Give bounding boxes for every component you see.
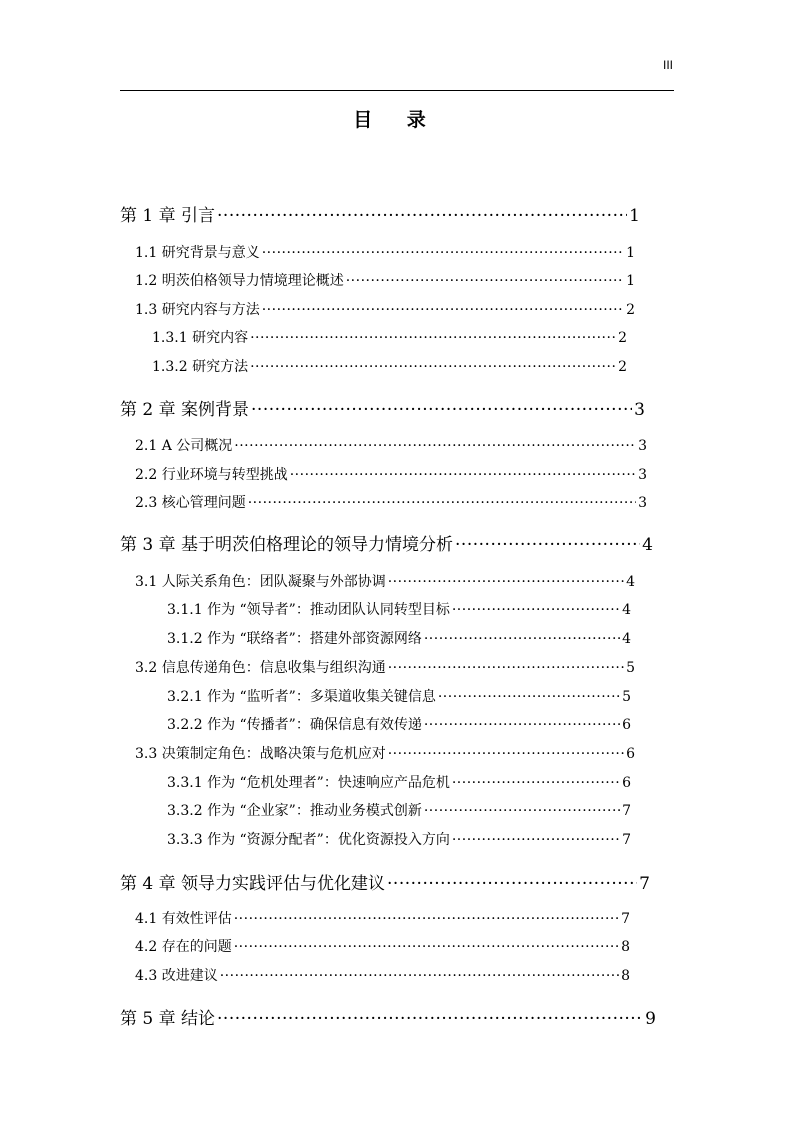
toc-entry-chapter-1[interactable] <box>120 201 640 226</box>
toc-entry-chapter-4[interactable] <box>120 869 650 894</box>
toc-entry-chapter-5[interactable] <box>120 1004 656 1029</box>
toc-leader-dots <box>220 968 619 984</box>
toc-entry-page: 3 <box>638 467 647 483</box>
toc-entry-label: 第 4 章 领导力实践评估与优化建议 <box>120 874 386 894</box>
toc-leader-dots <box>388 574 624 590</box>
toc-entry-2-3[interactable] <box>135 492 647 512</box>
toc-entry-label: 第 2 章 案例背景 <box>120 400 250 420</box>
toc-entry-4-2[interactable] <box>135 936 630 956</box>
toc-entry-label: 4.3 改进建议 <box>135 968 218 984</box>
toc-entry-label: 2.1 A 公司概况 <box>135 438 233 454</box>
toc-entry-3-3-1[interactable] <box>167 772 631 792</box>
toc-entry-label: 4.1 有效性评估 <box>135 911 232 927</box>
toc-entry-label: 3.3.2 作为 “企业家”：推动业务模式创新 <box>167 803 422 819</box>
toc-entry-label: 第 3 章 基于明茨伯格理论的领导力情境分析 <box>120 535 454 555</box>
toc-entry-page: 7 <box>639 874 650 894</box>
toc-entry-page: 1 <box>626 245 635 261</box>
toc-entry-page: 3 <box>638 438 647 454</box>
toc-entry-label: 第 1 章 引言 <box>120 206 216 226</box>
toc-entry-label: 2.3 核心管理问题 <box>135 495 246 511</box>
toc-leader-dots <box>250 359 616 375</box>
toc-entry-label: 1.3 研究内容与方法 <box>135 302 260 318</box>
toc-leader-dots <box>346 273 624 289</box>
toc-leader-dots <box>424 803 620 819</box>
toc-entry-label: 1.2 明茨伯格领导力情境理论概述 <box>135 273 344 289</box>
toc-leader-dots <box>438 689 620 705</box>
toc-entry-page: 4 <box>626 574 635 590</box>
toc-entry-page: 4 <box>642 535 653 555</box>
toc-entry-2-1[interactable] <box>135 435 647 455</box>
toc-entry-3-1[interactable] <box>135 571 635 591</box>
toc-leader-dots <box>262 302 624 318</box>
toc-entry-label: 3.2 信息传递角色：信息收集与组织沟通 <box>135 660 386 676</box>
toc-entry-page: 8 <box>621 939 630 955</box>
toc-entry-page: 2 <box>626 302 635 318</box>
toc-entry-label: 1.1 研究背景与意义 <box>135 245 260 261</box>
toc-entry-3-3[interactable] <box>135 743 635 763</box>
toc-entry-chapter-3[interactable] <box>120 530 653 555</box>
toc-entry-page: 6 <box>626 746 635 762</box>
toc-leader-dots <box>452 775 620 791</box>
toc-entry-label: 3.1 人际关系角色：团队凝聚与外部协调 <box>135 574 386 590</box>
toc-entry-page: 8 <box>621 968 630 984</box>
toc-entry-label: 3.1.1 作为 “领导者”：推动团队认同转型目标 <box>167 602 450 618</box>
toc-leader-dots <box>234 911 619 927</box>
toc-entry-page: 1 <box>629 206 640 226</box>
toc-entry-label: 3.2.2 作为 “传播者”：确保信息有效传递 <box>167 717 422 733</box>
toc-leader-dots <box>388 660 624 676</box>
toc-entry-page: 6 <box>622 717 631 733</box>
page-number: III <box>662 58 673 72</box>
toc-entry-label: 1.3.1 研究内容 <box>152 330 249 346</box>
toc-entry-page: 7 <box>621 911 630 927</box>
toc-entry-4-1[interactable] <box>135 908 630 928</box>
toc-entry-3-2[interactable] <box>135 657 635 677</box>
toc-leader-dots <box>290 467 636 483</box>
toc-leader-dots <box>262 245 624 261</box>
toc-entry-1-2[interactable] <box>135 270 635 290</box>
toc-entry-1-1[interactable] <box>135 242 635 262</box>
toc-entry-1-3-2[interactable] <box>152 356 627 376</box>
toc-entry-1-3[interactable] <box>135 299 635 319</box>
toc-entry-1-3-1[interactable] <box>152 327 627 347</box>
toc-entry-label: 3.3 决策制定角色：战略决策与危机应对 <box>135 746 386 762</box>
toc-entry-page: 6 <box>622 775 631 791</box>
toc-leader-dots <box>248 495 636 511</box>
toc-leader-dots <box>217 1009 643 1029</box>
toc-entry-3-1-1[interactable] <box>167 599 631 619</box>
toc-entry-label: 第 5 章 结论 <box>120 1009 216 1029</box>
toc-entry-page: 3 <box>638 495 647 511</box>
toc-entry-page: 2 <box>618 359 627 375</box>
toc-entry-3-2-2[interactable] <box>167 714 631 734</box>
toc-entry-3-1-2[interactable] <box>167 628 631 648</box>
toc-entry-page: 5 <box>626 660 635 676</box>
toc-entry-2-2[interactable] <box>135 464 647 484</box>
toc-entry-3-3-3[interactable] <box>167 829 631 849</box>
toc-entry-page: 7 <box>622 803 631 819</box>
toc-entry-3-2-1[interactable] <box>167 686 631 706</box>
toc-entry-label: 2.2 行业环境与转型挑战 <box>135 467 288 483</box>
toc-title: 目 录 <box>353 109 440 131</box>
toc-entry-page: 4 <box>622 602 631 618</box>
toc-entry-4-3[interactable] <box>135 965 630 985</box>
toc-entry-page: 3 <box>634 400 645 420</box>
toc-leader-dots <box>250 330 616 346</box>
toc-leader-dots <box>424 717 620 733</box>
toc-entry-page: 9 <box>645 1009 656 1029</box>
toc-entry-label: 3.1.2 作为 “联络者”：搭建外部资源网络 <box>167 631 422 647</box>
toc-entry-label: 3.2.1 作为 “监听者”：多渠道收集关键信息 <box>167 689 436 705</box>
toc-leader-dots <box>455 535 640 555</box>
toc-leader-dots <box>424 631 620 647</box>
toc-leader-dots <box>234 939 619 955</box>
toc-entry-page: 5 <box>622 689 631 705</box>
toc-entry-page: 7 <box>622 832 631 848</box>
toc-entry-page: 1 <box>626 273 635 289</box>
toc-entry-label: 3.3.3 作为 “资源分配者”：优化资源投入方向 <box>167 832 450 848</box>
toc-leader-dots <box>251 400 632 420</box>
toc-entry-label: 3.3.1 作为 “危机处理者”：快速响应产品危机 <box>167 775 450 791</box>
toc-leader-dots <box>387 874 637 894</box>
toc-entry-page: 4 <box>622 631 631 647</box>
header-rule <box>120 90 674 91</box>
toc-entry-3-3-2[interactable] <box>167 800 631 820</box>
toc-leader-dots <box>388 746 624 762</box>
toc-entry-label: 4.2 存在的问题 <box>135 939 232 955</box>
toc-leader-dots <box>452 832 620 848</box>
toc-entry-chapter-2[interactable] <box>120 395 645 420</box>
toc-entry-label: 1.3.2 研究方法 <box>152 359 249 375</box>
toc-leader-dots <box>217 206 627 226</box>
toc-entry-page: 2 <box>618 330 627 346</box>
toc-leader-dots <box>234 438 636 454</box>
toc-leader-dots <box>452 602 620 618</box>
